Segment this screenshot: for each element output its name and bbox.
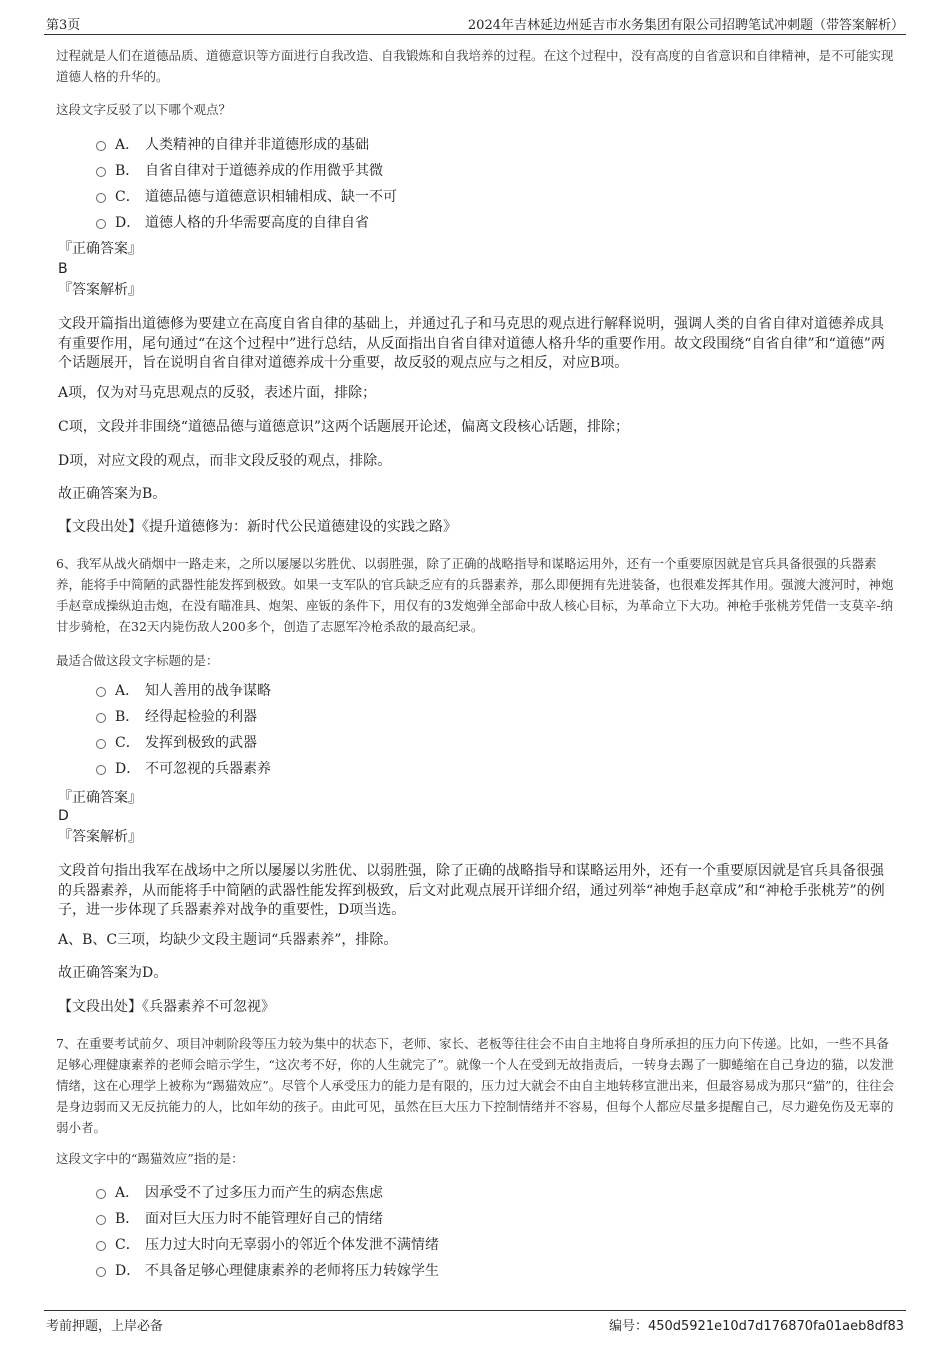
analysis-label: 『答案解析』 bbox=[58, 282, 142, 298]
footer-slogan: 考前押题，上岸必备 bbox=[46, 1319, 164, 1334]
intro-passage: 过程就是人们在道德品质、道德意识等方面进行自我改造、自我锻炼和自我培养的过程。在这个过程中，没有高度的自省意识和自律精神，是不可能实现道德人格的升华的。 bbox=[56, 48, 894, 84]
page-number: 第3页 bbox=[46, 18, 81, 33]
option-d[interactable]: D． 不具备足够心理健康素养的老师将压力转嫁学生 bbox=[96, 1258, 439, 1284]
analysis-label: 『答案解析』 bbox=[58, 829, 142, 845]
option-c[interactable]: C． 压力过大时向无辜弱小的邻近个体发泄不满情绪 bbox=[96, 1232, 439, 1258]
analysis-paragraph: D项，对应文段的观点，而非文段反驳的观点，排除。 bbox=[58, 453, 392, 469]
correct-answer-label: 『正确答案』 bbox=[58, 241, 142, 257]
analysis-paragraph: A项，仅为对马克思观点的反驳，表述片面，排除； bbox=[58, 385, 377, 401]
question-6-options bbox=[96, 678, 271, 782]
option-d[interactable]: D． 道德人格的升华需要高度的自律自省 bbox=[96, 210, 397, 236]
correct-answer-label: 『正确答案』 bbox=[58, 790, 142, 806]
option-a[interactable]: A． 因承受不了过多压力而产生的病态焦虑 bbox=[96, 1180, 439, 1206]
radio-icon[interactable] bbox=[96, 1241, 106, 1251]
radio-icon[interactable] bbox=[96, 141, 106, 151]
question-7-passage: 7、在重要考试前夕、项目冲刺阶段等压力较为集中的状态下，老师、家长、老板等往往会不由自主地将自身所承担的压力向下传递。比如，一些不具备足够心理健康素养的老师会暗示学生，“这次考不好，你的人生就完了”。就像一个人在受到无故指责后，一转身去踢了一脚蜷缩在自己身边的猫，以发泄情绪，这在心理学上被称为“踢猫效应”。尽管个人承受压力的能力是有限的，压力过大就会不由自主地转移宣泄出来，但最容易成为那只“猫”的，往往会是身边弱而又无反抗能力的人，比如年幼的孩子。由此可见，虽然在巨大压力下控制情绪并不容易，但每个人都应尽量多提醒自己，尽力避免伤及无辜的弱小者。 bbox=[56, 1036, 895, 1135]
document-title: 2024年吉林延边州延吉市水务集团有限公司招聘笔试冲刺题（带答案解析） bbox=[467, 18, 904, 33]
analysis-paragraph: 文段首句指出我军在战场中之所以屡屡以劣胜优、以弱胜强，除了正确的战略指导和谋略运用外，还有一个重要原因就是官兵具备很强的兵器素养，从而能将手中简陋的武器性能发挥到极致，后文对此观点展开详细介绍，通过列举“神炮手赵章成”和“神枪手张桃芳”的例子，进一步体现了兵器素养对战争的重要性，D项当选。 bbox=[58, 863, 885, 918]
analysis-paragraph: A、B、C三项，均缺少文段主题词“兵器素养”，排除。 bbox=[58, 932, 398, 948]
option-a[interactable]: A． 知人善用的战争谋略 bbox=[96, 678, 271, 704]
analysis-paragraph: C项，文段并非围绕“道德品德与道德意识”这两个话题展开论述，偏离文段核心话题，排除； bbox=[58, 419, 630, 435]
radio-icon[interactable] bbox=[96, 1215, 106, 1225]
radio-icon[interactable] bbox=[96, 687, 106, 697]
analysis-paragraph: 文段开篇指出道德修为要建立在高度自省自律的基础上，并通过孔子和马克思的观点进行解释说明，强调人类的自省自律对道德养成具有重要作用，尾句通过“在这个过程中”进行总结，从反面指出自省自律对道德人格升华的重要作用。故文段围绕“自省自律”和“道德”两个话题展开，旨在说明自省自律对道德养成十分重要，故反驳的观点应与之相反，对应B项。 bbox=[58, 316, 885, 371]
question-5-prompt: 这段文字反驳了以下哪个观点？ bbox=[56, 102, 232, 117]
radio-icon[interactable] bbox=[96, 167, 106, 177]
option-b[interactable]: B． 面对巨大压力时不能管理好自己的情绪 bbox=[96, 1206, 439, 1232]
analysis-conclusion: 故正确答案为B。 bbox=[58, 486, 167, 502]
correct-answer-value: B bbox=[58, 261, 68, 277]
page-header bbox=[44, 12, 906, 35]
analysis-conclusion: 故正确答案为D。 bbox=[58, 965, 168, 981]
radio-icon[interactable] bbox=[96, 765, 106, 775]
option-d[interactable]: D． 不可忽视的兵器素养 bbox=[96, 756, 271, 782]
radio-icon[interactable] bbox=[96, 739, 106, 749]
option-b[interactable]: B． 自省自律对于道德养成的作用微乎其微 bbox=[96, 158, 397, 184]
radio-icon[interactable] bbox=[96, 1189, 106, 1199]
question-6-passage: 6、我军从战火硝烟中一路走来，之所以屡屡以劣胜优、以弱胜强，除了正确的战略指导和谋略运用外，还有一个重要原因就是官兵具备很强的兵器素养，能将手中简陋的武器性能发挥到极致。如果一支军队的官兵缺乏应有的兵器素养，那么即便拥有先进装备，也很难发挥其作用。强渡大渡河时，神炮手赵章成操纵迫击炮，在没有瞄准具、炮架、座钣的条件下，用仅有的3发炮弹全部命中敌人核心目标，为革命立下大功。神枪手张桃芳凭借一支莫辛-纳甘步骑枪，在32天内毙伤敌人200多个，创造了志愿军冷枪杀敌的最高纪录。 bbox=[56, 556, 894, 634]
passage-source: 【文段出处】《提升道德修为：新时代公民道德建设的实践之路》 bbox=[58, 519, 457, 535]
option-a[interactable]: A． 人类精神的自律并非道德形成的基础 bbox=[96, 132, 397, 158]
question-7-options bbox=[96, 1180, 439, 1284]
option-b[interactable]: B． 经得起检验的利器 bbox=[96, 704, 271, 730]
question-7-prompt: 这段文字中的“踢猫效应”指的是： bbox=[56, 1151, 244, 1166]
option-c[interactable]: C． 发挥到极致的武器 bbox=[96, 730, 271, 756]
radio-icon[interactable] bbox=[96, 713, 106, 723]
passage-source: 【文段出处】《兵器素养不可忽视》 bbox=[58, 999, 275, 1015]
radio-icon[interactable] bbox=[96, 193, 106, 203]
question-5-options bbox=[96, 132, 397, 236]
radio-icon[interactable] bbox=[96, 1267, 106, 1277]
question-6-prompt: 最适合做这段文字标题的是： bbox=[56, 653, 219, 668]
page-footer bbox=[44, 1310, 906, 1335]
radio-icon[interactable] bbox=[96, 219, 106, 229]
correct-answer-value: D bbox=[58, 808, 69, 824]
option-c[interactable]: C． 道德品德与道德意识相辅相成、缺一不可 bbox=[96, 184, 397, 210]
document-code: 编号：450d5921e10d7d176870fa01aeb8df83 bbox=[608, 1319, 904, 1334]
